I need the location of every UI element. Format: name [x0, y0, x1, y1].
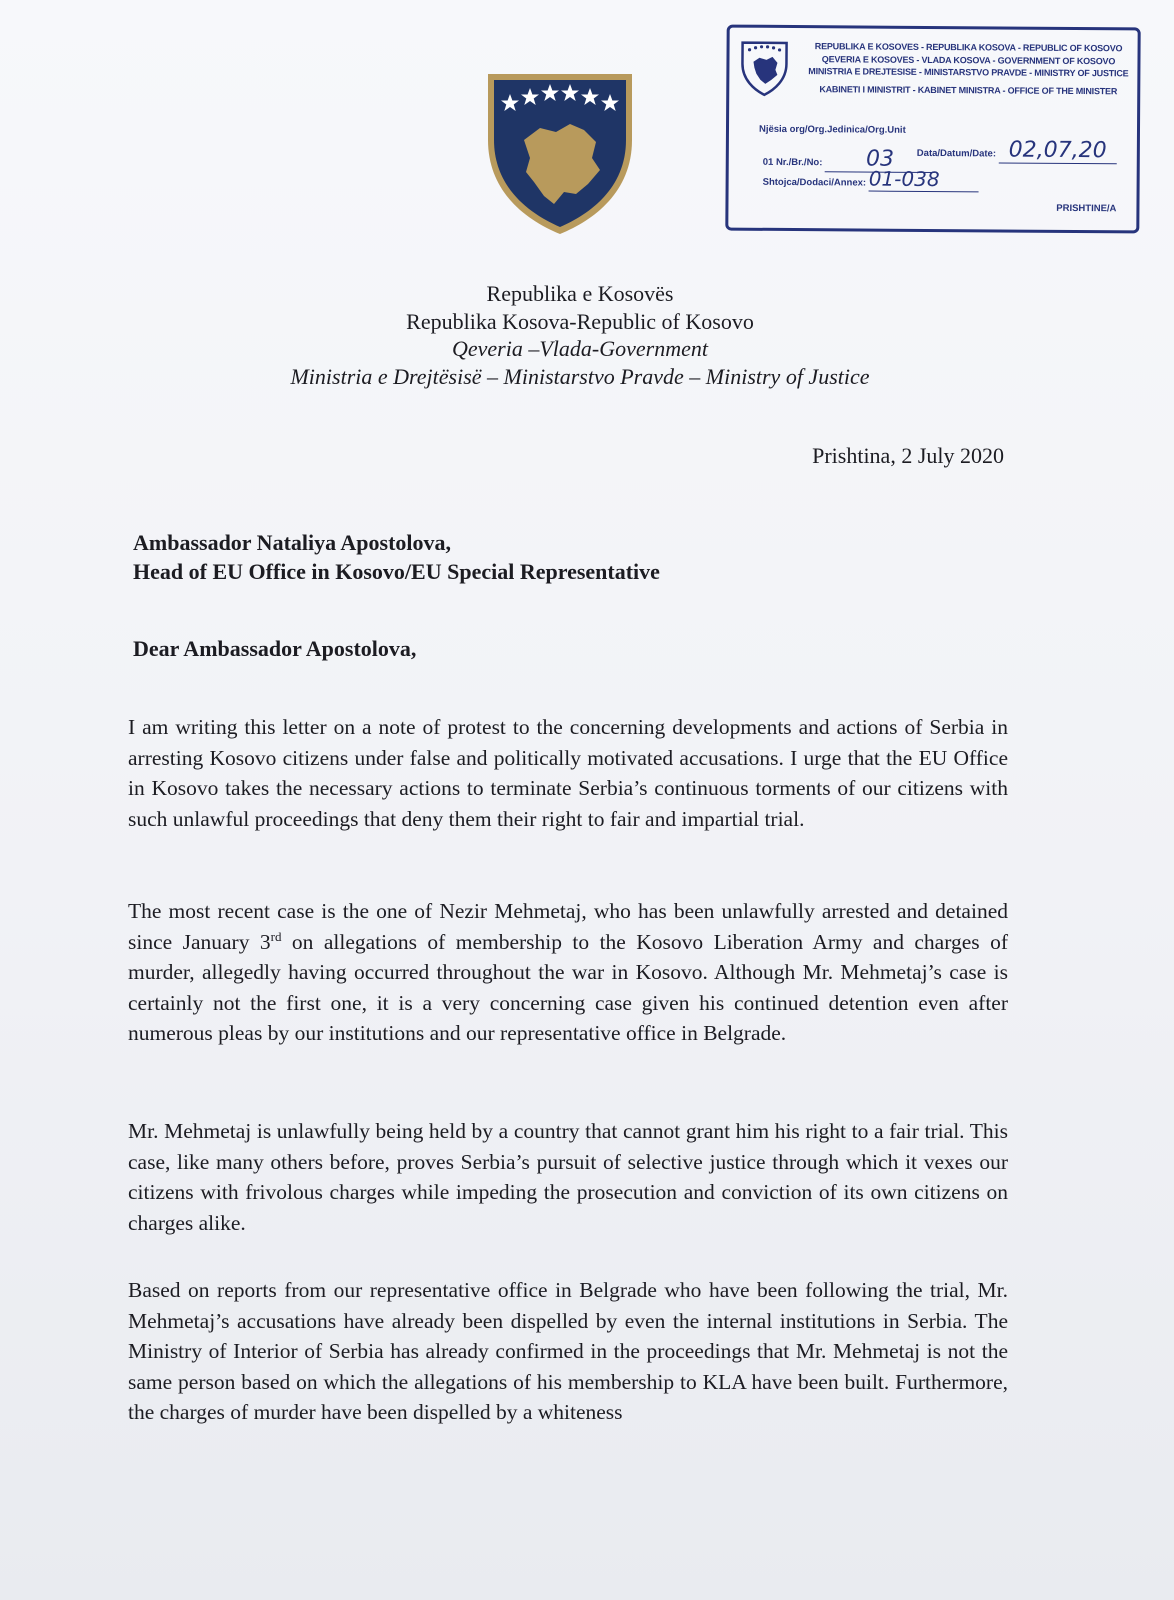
- letterhead: [0, 280, 1160, 390]
- body-paragraph-2-part-a: The most recent case is the one of Nezir Mehmetaj, who has been unlawfully arrested and detained since January 3: [128, 899, 1008, 954]
- stamp-header-line: KABINETI I MINISTRIT - KABINET MINISTRA - OFFICE OF THE MINISTER: [819, 83, 1118, 96]
- letterhead-line-4: Ministria e Drejtësisë – Ministarstvo Pravde – Ministry of Justice: [290, 363, 870, 389]
- stamp-header-line: MINISTRIA E DREJTESISE - MINISTARSTVO PRAVDE - MINISTRY OF JUSTICE: [808, 66, 1129, 79]
- stamp-date-value: 02,07,20: [1008, 137, 1107, 164]
- registry-stamp: [725, 25, 1140, 234]
- letterhead-line-3: Qeveria –Vlada-Government: [452, 336, 708, 361]
- recipient-name: Ambassador Nataliya Apostolova,: [133, 530, 452, 555]
- stamp-number-value: 03: [866, 146, 895, 172]
- recipient-title: Head of EU Office in Kosovo/EU Special Representative: [133, 559, 660, 584]
- stamp-header-line: QEVERIA E KOSOVES - VLADA KOSOVA - GOVERNMENT OF KOSOVO: [821, 53, 1116, 66]
- letterhead-line-1: Republika e Kosovës: [486, 281, 674, 306]
- stamp-header: [799, 40, 1137, 97]
- letterhead-line-2: Republika Kosova-Republic of Kosovo: [406, 308, 754, 334]
- stamp-annex-label: Shtojca/Dodaci/Annex:: [762, 176, 867, 189]
- stamp-header-line: REPUBLIKA E KOSOVES - REPUBLIKA KOSOVA - REPUBLIC OF KOSOVO: [814, 41, 1123, 54]
- body-paragraph-2: [128, 896, 1008, 1049]
- body-paragraph-2-part-b: on allegations of membership to the Kosovo Liberation Army and charges of murder, allegedly having occurred throughout the war in Kosovo. Although Mr. Mehmetaj’s case is certainly not the first one, it is a very concerning case given his continued detention even after numerous pleas by our institutions and our representative office in Belgrade.: [128, 929, 1008, 1045]
- date-line: Prishtina, 2 July 2020: [812, 443, 1004, 468]
- body-paragraph-3: Mr. Mehmetaj is unlawfully being held by a country that cannot grant him his right to a fair trial. This case, like many others before, proves Serbia’s pursuit of selective justice through which it vexes our citizens with frivolous charges while impeding the prosecution and conviction of its own citizens on charges alike.: [128, 1119, 1008, 1235]
- stamp-unit-label: [759, 124, 906, 136]
- stamp-annex-row: [763, 166, 979, 193]
- body-paragraph-1: I am writing this letter on a note of protest to the concerning developments and actions of Serbia in arresting Kosovo citizens under false and politically motivated accusations. I urge that the EU Office in Kosovo takes the necessary actions to terminate Serbia’s continuous torments of our citizens with such unlawful proceedings that deny them their right to fair and impartial trial.: [128, 715, 1008, 831]
- stamp-crest-icon: [739, 40, 789, 98]
- stamp-city: PRISHTINE/A: [1056, 202, 1117, 215]
- stamp-annex-value: 01-038: [868, 166, 940, 192]
- stamp-date-label: Data/Datum/Date:: [916, 147, 997, 160]
- salutation: Dear Ambassador Apostolova,: [133, 636, 417, 661]
- kosovo-coat-of-arms: [484, 70, 636, 238]
- recipient-block: [133, 528, 660, 586]
- ordinal-suffix: rd: [270, 928, 282, 944]
- body-paragraph-4: Based on reports from our representative office in Belgrade who have been following the trial, Mr. Mehmetaj’s accusations have already been dispelled by even the internal institutions in Serbia. The Ministry of Interior of Serbia has already confirmed in the proceedings that Mr. Mehmetaj is not the same person based on which the allegations of his membership to KLA have been built. Furthermore, the charges of murder have been dispelled by a whiteness: [128, 1278, 1008, 1424]
- stamp-unit-label-text: Njësia org/Org.Jedinica/Org.Unit: [758, 123, 906, 136]
- stamp-number-label: 01 Nr./Br./No:: [762, 156, 823, 169]
- stamp-date-row: [917, 137, 1117, 164]
